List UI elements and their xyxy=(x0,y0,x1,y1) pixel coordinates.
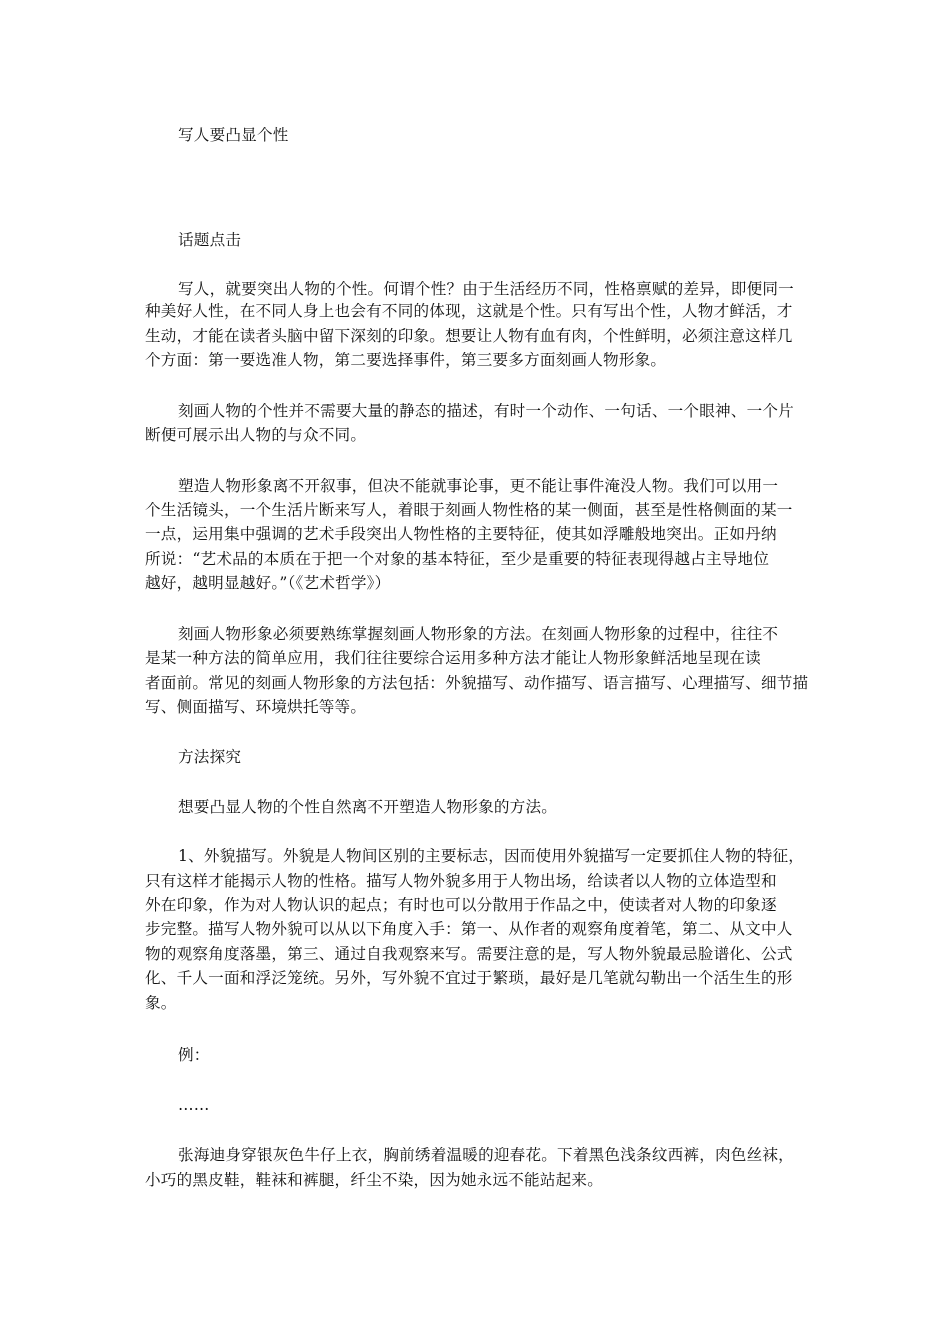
paragraph-line: 只有这样才能揭示人物的性格。描写人物外貌多用于人物出场，给读者以人物的立体造型和 xyxy=(145,872,777,890)
paragraph-line: 步完整。描写人物外貌可以从以下角度入手：第一、从作者的观察角度着笔，第二、从文中人 xyxy=(145,920,793,938)
paragraph-line: 张海迪身穿银灰色牛仔上衣，胸前绣着温暖的迎春花。下着黑色浅条纹西裤，肉色丝袜， xyxy=(178,1146,794,1164)
section-heading-method: 方法探究 xyxy=(178,748,242,766)
paragraph-line: 生动，才能在读者头脑中留下深刻的印象。想要让人物有血有肉，个性鲜明，必须注意这样几 xyxy=(145,327,793,345)
section-heading-topic: 话题点击 xyxy=(178,231,242,249)
document-title: 写人要凸显个性 xyxy=(178,126,289,144)
paragraph-line: 塑造人物形象离不开叙事，但决不能就事论事，更不能让事件淹没人物。我们可以用一 xyxy=(178,477,779,495)
example-label: 例： xyxy=(178,1046,210,1064)
paragraph-line: 是某一种方法的简单应用，我们往往要综合运用多种方法才能让人物形象鲜活地呈现在读 xyxy=(145,649,761,667)
paragraph-line: 想要凸显人物的个性自然离不开塑造人物形象的方法。 xyxy=(178,798,558,816)
paragraph-line: 化、千人一面和浮泛笼统。另外，写外貌不宜过于繁琐，最好是几笔就勾勒出一个活生生的形 xyxy=(145,969,793,987)
paragraph-line: 刻画人物的个性并不需要大量的静态的描述，有时一个动作、一句话、一个眼神、一个片 xyxy=(178,402,794,420)
paragraph-line: 写、侧面描写、环境烘托等等。 xyxy=(145,698,367,716)
paragraph-line: 一点，运用集中强调的艺术手段突出人物性格的主要特征，使其如浮雕般地突出。正如丹纳 xyxy=(145,525,777,543)
paragraph-line: 1、外貌描写。外貌是人物间区别的主要标志，因而使用外貌描写一定要抓住人物的特征， xyxy=(178,847,805,865)
paragraph-line: 写人，就要突出人物的个性。何谓个性？由于生活经历不同，性格禀赋的差异，即便同一 xyxy=(178,280,794,298)
paragraph-line: 象。 xyxy=(145,994,177,1012)
paragraph-line: 个生活镜头，一个生活片断来写人，着眼于刻画人物性格的某一侧面，甚至是性格侧面的某一 xyxy=(145,501,793,519)
paragraph-line: 越好，越明显越好。”（《艺术哲学》） xyxy=(145,574,391,592)
paragraph-line: 种美好人性，在不同人身上也会有不同的体现，这就是个性。只有写出个性，人物才鲜活，才 xyxy=(145,302,793,320)
paragraph-line: 者面前。常见的刻画人物形象的方法包括：外貌描写、动作描写、语言描写、心理描写、细节描 xyxy=(145,674,809,692)
paragraph-line: 所说：“艺术品的本质在于把一个对象的基本特征，至少是重要的特征表现得越占主导地位 xyxy=(145,550,770,568)
ellipsis: …… xyxy=(178,1096,210,1114)
paragraph-line: 外在印象，作为对人物认识的起点；有时也可以分散用于作品之中，使读者对人物的印象逐 xyxy=(145,896,777,914)
paragraph-line: 断便可展示出人物的与众不同。 xyxy=(145,426,367,444)
paragraph-line: 物的观察角度落墨，第三、通过自我观察来写。需要注意的是，写人物外貌最忌脸谱化、公式 xyxy=(145,945,793,963)
paragraph-line: 个方面：第一要选准人物，第二要选择事件，第三要多方面刻画人物形象。 xyxy=(145,351,667,369)
paragraph-line: 小巧的黑皮鞋，鞋袜和裤腿，纤尘不染，因为她永远不能站起来。 xyxy=(145,1171,604,1189)
paragraph-line: 刻画人物形象必须要熟练掌握刻画人物形象的方法。在刻画人物形象的过程中，往往不 xyxy=(178,625,779,643)
